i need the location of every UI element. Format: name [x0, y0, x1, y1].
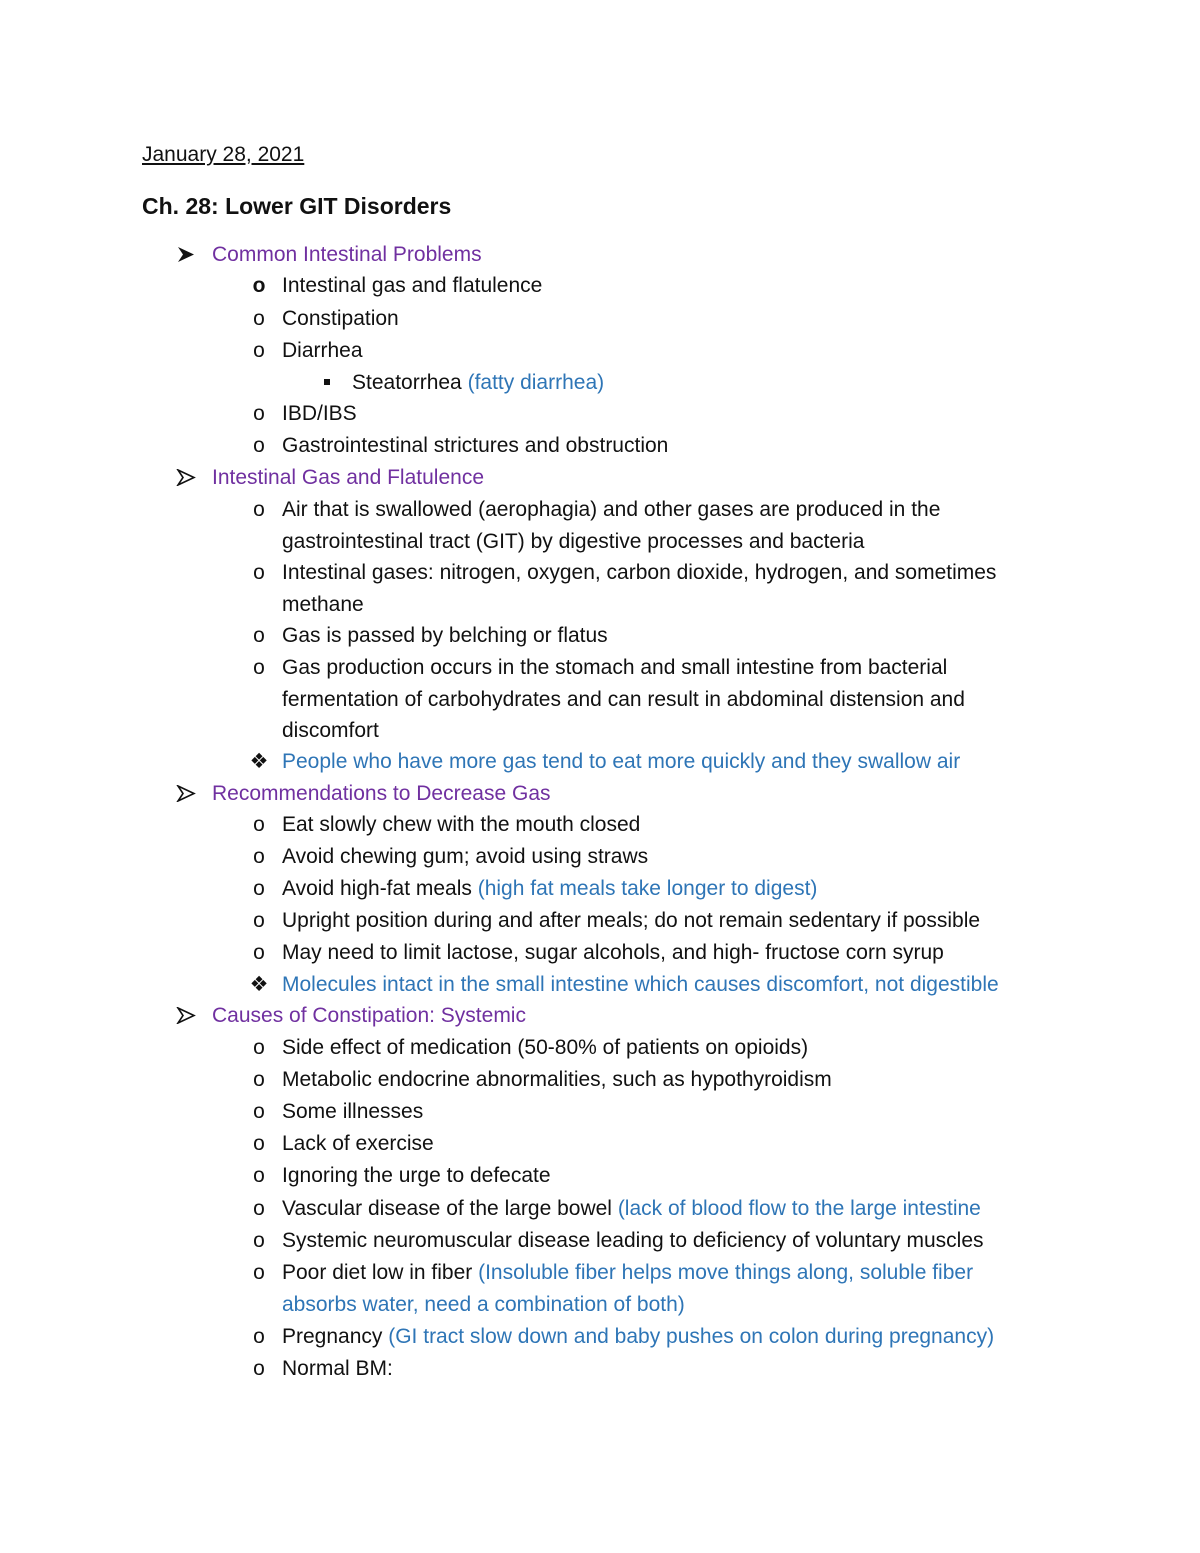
arrow-bullet-icon — [176, 778, 206, 802]
circle-bullet-icon: o — [253, 339, 265, 362]
circle-bullet-icon: o — [253, 845, 265, 868]
circle-bullet-icon: o — [253, 1100, 265, 1123]
diamond-bullet-icon: ❖ — [249, 750, 269, 773]
circle-bullet-icon: o — [253, 624, 265, 647]
circle-bullet-icon: o — [252, 274, 266, 297]
circle-bullet-icon: o — [253, 656, 265, 679]
circle-bullet-icon: o — [253, 307, 265, 330]
arrow-bullet-icon — [176, 1000, 206, 1024]
circle-bullet-icon: o — [253, 941, 265, 964]
circle-bullet-icon: o — [253, 1068, 265, 1091]
circle-bullet-icon: o — [253, 1229, 265, 1252]
page-title: Ch. 28: Lower GIT Disorders — [142, 193, 452, 219]
circle-bullet-icon: o — [253, 1325, 265, 1348]
circle-bullet-icon: o — [253, 1261, 265, 1284]
circle-bullet-icon: o — [253, 561, 265, 584]
circle-bullet-icon: o — [253, 877, 265, 900]
arrow-bullet-icon — [176, 462, 206, 486]
circle-bullet-icon: o — [253, 909, 265, 932]
square-bullet-icon — [312, 367, 342, 399]
circle-bullet-icon: o — [253, 1357, 265, 1380]
circle-bullet-icon: o — [253, 1036, 265, 1059]
arrow-bullet-icon — [176, 239, 206, 263]
document-page: January 28, 2021 Ch. 28: Lower GIT Disorders Common Intestinal Problems o Intestinal gas and flatulence o Constipation o Diarrhea Steatorrhea (fatty diarrhea) o IBD/IBS o Gastrointestinal strictures and obstruction Intestinal Gas and Flatulence o Air that is swallowed (aerophagia) and other gases are produced in the gastrointestinal tract (GIT) by digestive processes and bacteria o Intestinal gases: nitrogen, oxygen, carbon dioxide, hydrogen, and sometimes methane o Gas is passed by belching or flatus o Gas production occurs in the stomach and small intestine from bacterial fermentation of carbohydrates and can result in abdominal distension and discomfort ❖ People who have more gas tend to eat more quickly and they swallow air Recommendations to Decrease Gas o Eat slowly chew with the mouth closed o Avoid chewing gum; avoid using straws o Avoid high-fat meals (high fat meals take longer to digest) o Upright position during and after meals; do not remain sedentary if possible o May need to limit lactose, sugar alcohols, and high- fructose corn syrup ❖ Molecules intact in the small intestine which causes discomfort, not digestible Causes of Constipation: Systemic o Side effect of medication (50-80% of patients on opioids) o Metabolic endocrine abnormalities, such as hypothyroidism o Some illnesses o Lack of exercise o Ignoring the urge to defecate o Vascular disease of the large bowel (lack of blood flow to the large intestine o Systemic neuromuscular disease leading to deficiency of voluntary muscles o Poor diet low in fiber (Insoluble fiber helps move things along, soluble fiber absorbs water, need a combination of both) o Pregnancy (GI tract slow down and baby pushes on colon during pregnancy) o Normal BM: — [0, 0, 1200, 1553]
circle-bullet-icon: o — [253, 1164, 265, 1187]
circle-bullet-icon: o — [253, 813, 265, 836]
date-heading: January 28, 2021 — [142, 143, 305, 166]
circle-bullet-icon: o — [253, 1197, 265, 1220]
circle-bullet-icon: o — [253, 498, 265, 521]
diamond-bullet-icon: ❖ — [249, 973, 269, 996]
circle-bullet-icon: o — [253, 1132, 265, 1155]
circle-bullet-icon: o — [253, 402, 265, 425]
circle-bullet-icon: o — [253, 434, 265, 457]
